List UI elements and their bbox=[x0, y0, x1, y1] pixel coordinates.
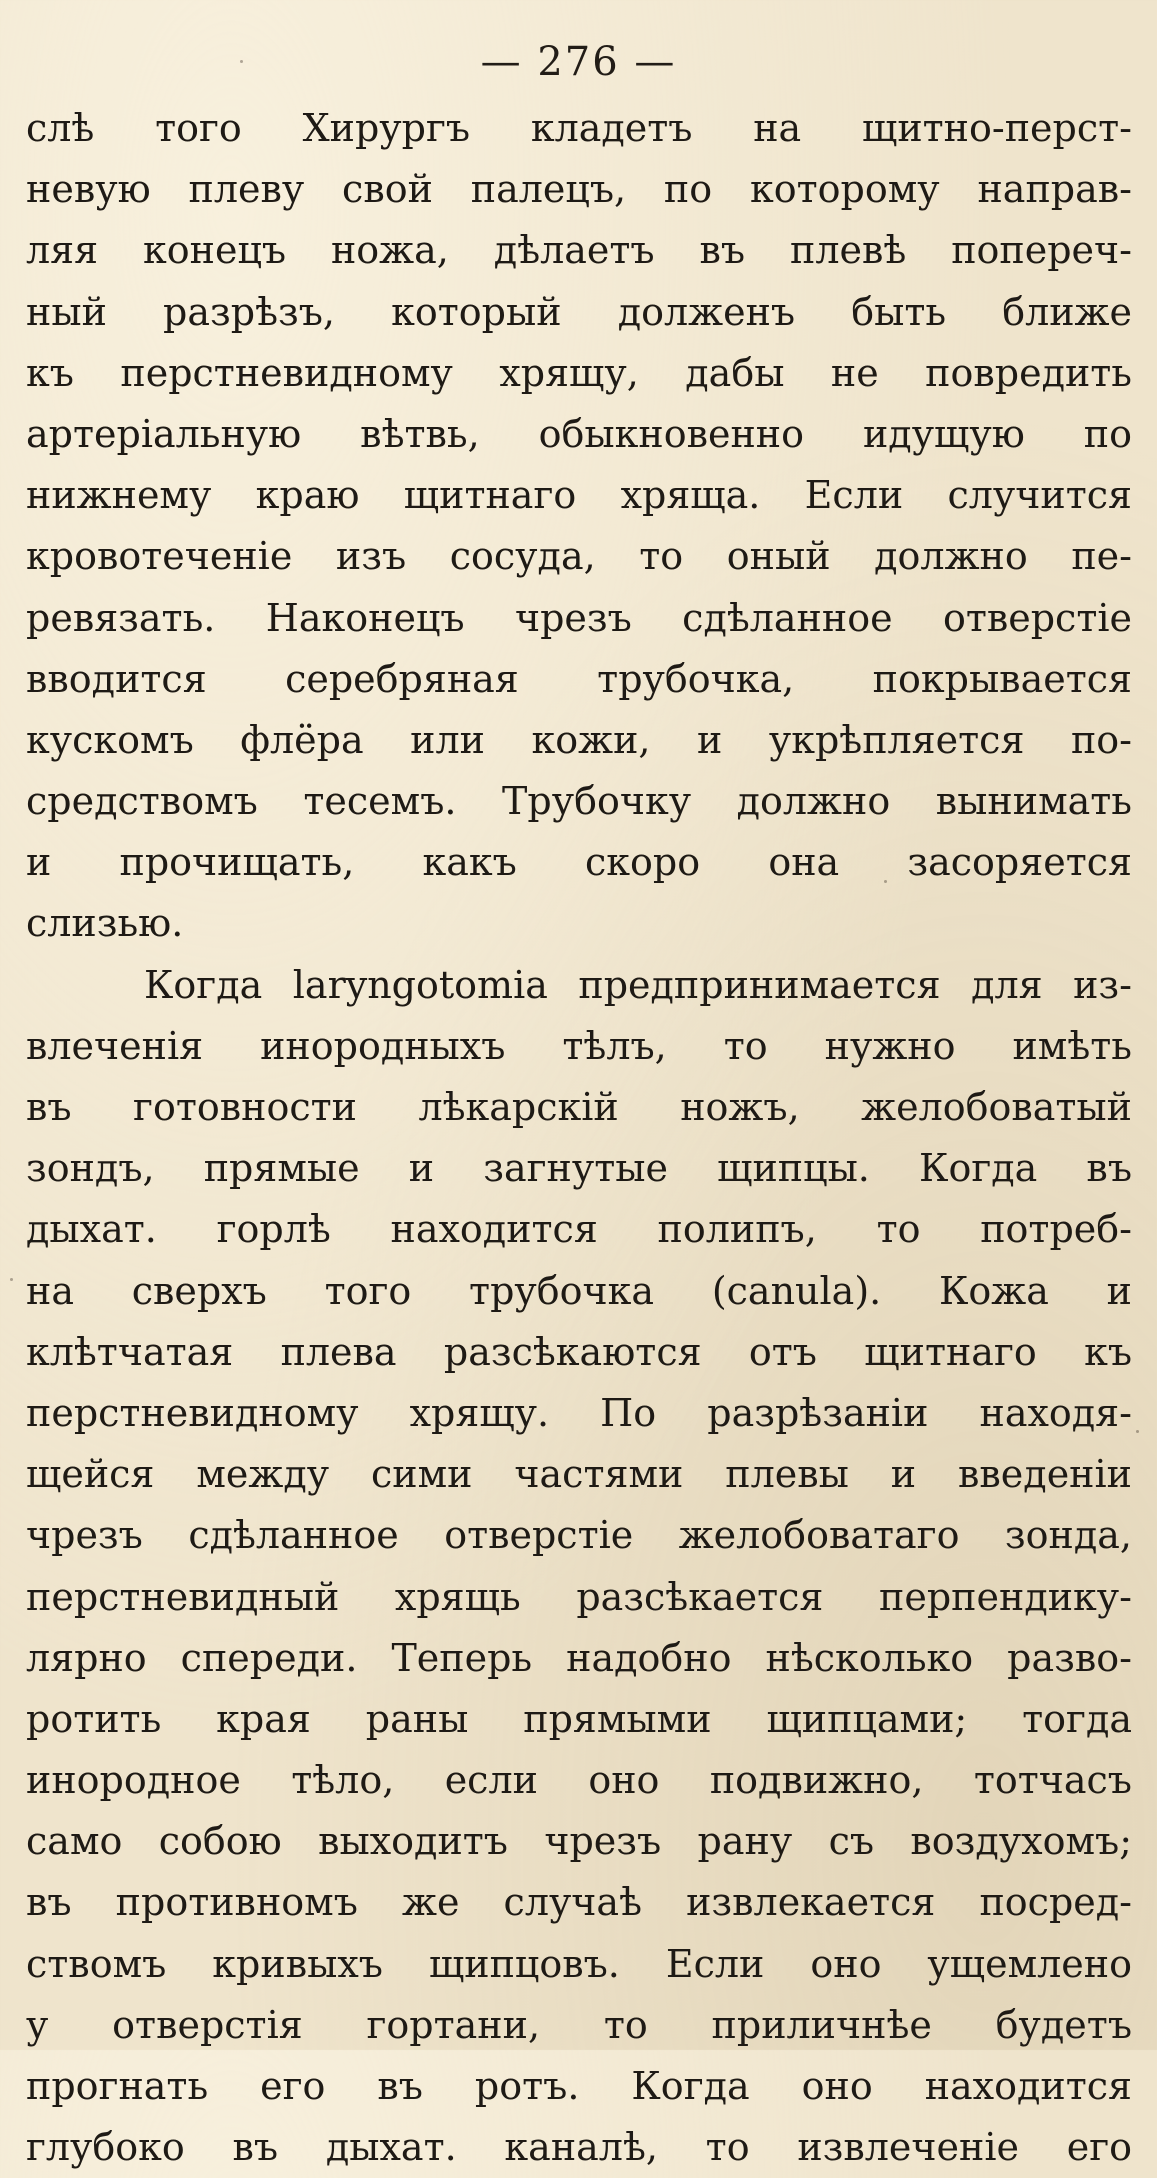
text-line: прогнать его въ ротъ. Когда оно находится bbox=[26, 2064, 1132, 2108]
text-line: слѣ того Хирургъ кладетъ на щитно-перст- bbox=[26, 106, 1132, 150]
text-line: къ перстневидному хрящу, дабы не повредить bbox=[26, 350, 1132, 395]
text-line: дыхат. горлѣ находится полипъ, то потреб- bbox=[26, 1207, 1132, 1252]
text-line: лярно спереди. Теперь надобно нѣсколько разво- bbox=[26, 1635, 1132, 1680]
text-line: вводится серебряная трубочка, покрывается bbox=[26, 656, 1132, 701]
text-line: и прочищать, какъ скоро она засоряется bbox=[26, 840, 1132, 885]
text-line: само собою выходитъ чрезъ рану съ воздухомъ; bbox=[26, 1819, 1132, 1864]
text-line: перстневидный хрящь разсѣкается перпендику- bbox=[26, 1574, 1132, 1619]
body-text bbox=[26, 98, 1132, 2178]
text-line: ный разрѣзъ, который долженъ быть ближе bbox=[26, 289, 1132, 334]
paper-speck bbox=[10, 1278, 13, 1281]
text-line: Когда laryngotomia предпринимается для из- bbox=[144, 962, 1132, 1007]
text-line: ревязать. Наконецъ чрезъ сдѣланное отверстіе bbox=[26, 595, 1132, 640]
paper-speck bbox=[240, 60, 243, 63]
text-line: у отверстія гортани, то приличнѣе будетъ bbox=[26, 2002, 1132, 2047]
text-line: зондъ, прямые и загнутые щипцы. Когда въ bbox=[26, 1146, 1132, 1191]
text-line: чрезъ сдѣланное отверстіе желобоватаго зонда, bbox=[26, 1513, 1132, 1558]
text-line: нижнему краю щитнаго хряща. Если случится bbox=[26, 473, 1132, 518]
text-line: невую плеву свой палецъ, по которому направ- bbox=[26, 167, 1132, 212]
text-line: средствомъ тесемъ. Трубочку должно вынимать bbox=[26, 779, 1132, 824]
page-number: — 276 — bbox=[480, 39, 677, 85]
text-line: кускомъ флёра или кожи, и укрѣпляется по- bbox=[26, 717, 1132, 762]
text-line: кровотеченіе изъ сосуда, то оный должно пе- bbox=[26, 534, 1132, 579]
text-line: ляя конецъ ножа, дѣлаетъ въ плевѣ попереч- bbox=[26, 228, 1132, 273]
text-line: щейся между сими частями плевы и введеніи bbox=[26, 1452, 1132, 1497]
text-line: артеріальную вѣтвь, обыкновенно идущую по bbox=[26, 411, 1132, 456]
text-line: ствомъ кривыхъ щипцовъ. Если оно ущемлено bbox=[26, 1941, 1132, 1986]
text-line: глубоко въ дыхат. каналѣ, то извлеченіе его bbox=[26, 2125, 1132, 2170]
text-line: въ готовности лѣкарскій ножъ, желобоватый bbox=[26, 1085, 1132, 1129]
text-line: влеченія инородныхъ тѣлъ, то нужно имѣть bbox=[26, 1023, 1132, 1068]
text-line: перстневидному хрящу. По разрѣзаніи находя- bbox=[26, 1390, 1132, 1435]
text-line: инородное тѣло, если оно подвижно, тотчасъ bbox=[26, 1758, 1132, 1803]
text-line: въ противномъ же случаѣ извлекается посред- bbox=[26, 1880, 1132, 1925]
text-line: на сверхъ того трубочка (canula). Кожа и bbox=[26, 1268, 1132, 1313]
paper-speck bbox=[884, 880, 887, 883]
text-line: ротить края раны прямыми щипцами; тогда bbox=[26, 1696, 1132, 1741]
text-line: слизью. bbox=[26, 901, 184, 946]
text-line: клѣтчатая плева разсѣкаются отъ щитнаго къ bbox=[26, 1329, 1132, 1374]
paper-speck bbox=[1136, 1430, 1139, 1433]
